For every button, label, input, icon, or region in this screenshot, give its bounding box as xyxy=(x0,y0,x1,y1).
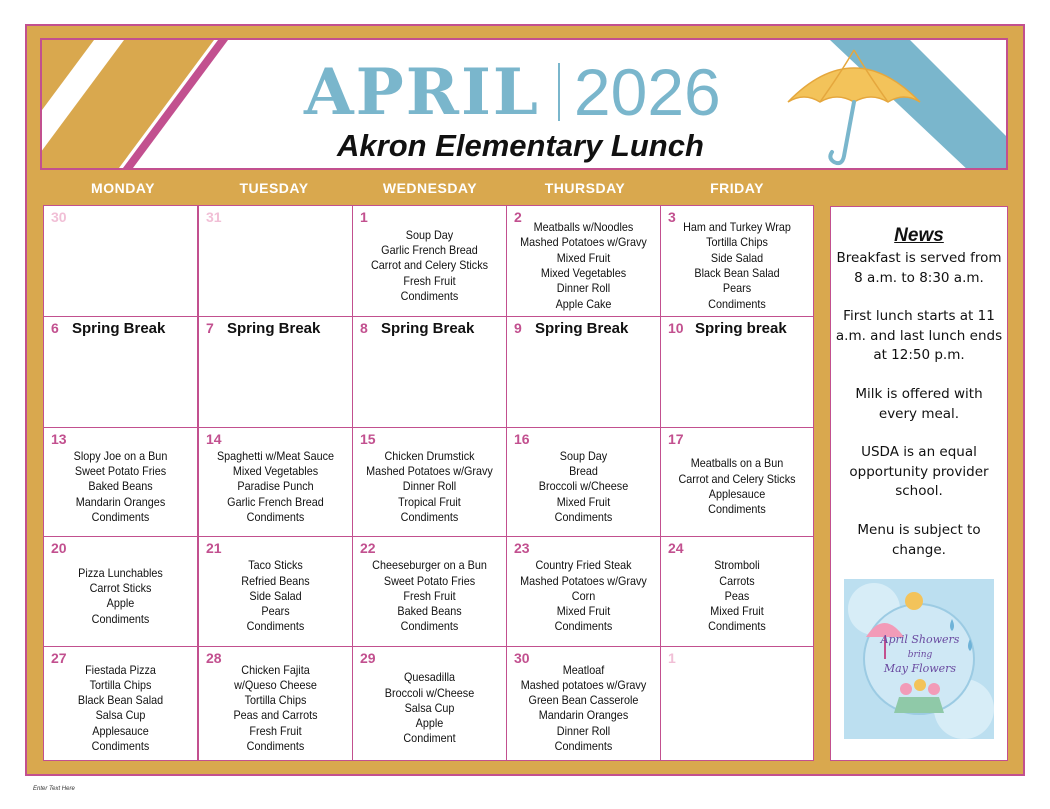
menu-list xyxy=(207,449,345,525)
day-number: 1 xyxy=(668,650,676,666)
calendar-day-cell xyxy=(43,646,198,761)
weekday-friday: FRIDAY xyxy=(710,180,764,196)
menu-item: Garlic French Bread xyxy=(381,243,478,258)
menu-item: Black Bean Salad xyxy=(77,693,164,708)
menu-item: Country Fried Steak xyxy=(535,558,632,573)
menu-item: Spaghetti w/Meat Sauce xyxy=(216,448,335,463)
calendar-day-cell xyxy=(198,536,353,647)
day-number: 7 xyxy=(206,320,214,336)
menu-item: Applesauce xyxy=(708,486,766,501)
menu-item: Green Bean Casserole xyxy=(528,693,639,708)
calendar-day-cell xyxy=(352,316,507,428)
menu-item: Pears xyxy=(261,604,290,619)
news-item: Milk is offered with every meal. xyxy=(855,386,983,422)
menu-list xyxy=(515,220,653,312)
menu-item: Mixed Fruit xyxy=(556,250,611,265)
umbrella-icon xyxy=(784,44,924,170)
menu-item: Fresh Fruit xyxy=(249,723,302,738)
day-note: Spring break xyxy=(695,320,787,337)
menu-list xyxy=(361,670,499,746)
day-number: 2 xyxy=(514,209,522,225)
menu-item: Cheeseburger on a Bun xyxy=(372,558,487,573)
menu-item: Tortilla Chips xyxy=(89,677,152,692)
day-number: 20 xyxy=(51,540,67,556)
calendar-day-cell xyxy=(660,646,814,761)
menu-item: Tortilla Chips xyxy=(244,693,307,708)
menu-item: Applesauce xyxy=(92,723,149,738)
calendar-day-cell xyxy=(198,205,353,317)
menu-list xyxy=(361,449,499,525)
menu-item: Apple Cake xyxy=(555,296,612,311)
day-note: Spring Break xyxy=(227,320,321,337)
menu-item: Mixed Fruit xyxy=(556,604,611,619)
menu-list xyxy=(207,663,345,755)
menu-list xyxy=(52,566,190,627)
menu-item: Salsa Cup xyxy=(95,708,146,723)
image-line: May Flowers xyxy=(883,662,957,675)
menu-item: Taco Sticks xyxy=(248,558,303,573)
menu-item: Condiments xyxy=(554,739,613,754)
day-number: 8 xyxy=(360,320,368,336)
menu-item: Mixed Vegetables xyxy=(540,265,627,280)
day-number: 29 xyxy=(360,650,376,666)
weekday-thursday: THURSDAY xyxy=(544,180,626,196)
menu-item: Tortilla Chips xyxy=(706,235,768,250)
menu-item: Meatloaf xyxy=(562,662,605,677)
menu-item: Peas and Carrots xyxy=(233,708,318,723)
menu-item: Condiments xyxy=(246,509,305,524)
calendar-day-cell xyxy=(352,205,507,317)
menu-item: Chicken Drumstick xyxy=(384,448,475,463)
menu-item: Condiments xyxy=(400,619,459,634)
day-number: 30 xyxy=(51,209,67,225)
menu-list xyxy=(207,558,345,634)
menu-item: Carrots xyxy=(719,573,755,588)
april-showers-image xyxy=(844,579,994,739)
menu-item: Condiments xyxy=(246,619,305,634)
news-title: News xyxy=(894,225,944,246)
page-subtitle: Akron Elementary Lunch xyxy=(337,128,704,163)
menu-item: Peas xyxy=(724,588,750,603)
day-number: 15 xyxy=(360,431,376,447)
menu-item: Mandarin Oranges xyxy=(538,708,629,723)
title-divider xyxy=(558,63,560,121)
day-number: 9 xyxy=(514,320,522,336)
menu-item: Condiments xyxy=(708,619,766,634)
calendar-day-cell xyxy=(198,427,353,537)
calendar-day-cell xyxy=(43,316,198,428)
menu-list xyxy=(669,456,806,517)
menu-item: Mashed Potatoes w/Gravy xyxy=(366,464,493,479)
footer-text: Enter Text Here xyxy=(33,786,75,792)
menu-item: Ham and Turkey Wrap xyxy=(683,220,791,235)
calendar-day-cell xyxy=(352,646,507,761)
menu-item: Apple xyxy=(106,596,135,611)
menu-item: Baked Beans xyxy=(397,604,462,619)
menu-item: Condiments xyxy=(554,509,613,524)
menu-item: Side Salad xyxy=(249,588,302,603)
day-number: 24 xyxy=(668,540,684,556)
menu-item: Sweet Potato Fries xyxy=(383,573,476,588)
menu-item: Pears xyxy=(722,281,752,296)
day-number: 17 xyxy=(668,431,684,447)
calendar-day-cell xyxy=(43,536,198,647)
menu-item: Pizza Lunchables xyxy=(78,565,163,580)
calendar-day-cell xyxy=(352,427,507,537)
menu-item: Slopy Joe on a Bun xyxy=(73,448,168,463)
menu-item: Mashed Potatoes w/Gravy xyxy=(520,235,647,250)
calendar-day-cell xyxy=(660,205,814,317)
menu-item: Side Salad xyxy=(710,250,764,265)
menu-item: Dinner Roll xyxy=(556,281,611,296)
day-number: 10 xyxy=(668,320,684,336)
day-number: 27 xyxy=(51,650,67,666)
day-number: 31 xyxy=(206,209,222,225)
day-number: 13 xyxy=(51,431,67,447)
menu-item: Soup Day xyxy=(559,448,608,463)
menu-item: Corn xyxy=(571,588,596,603)
menu-item: Condiments xyxy=(400,288,459,303)
menu-item: Garlic French Bread xyxy=(227,494,324,509)
menu-item: Condiments xyxy=(246,739,305,754)
day-number: 16 xyxy=(514,431,530,447)
calendar-day-cell xyxy=(506,646,661,761)
news-item: USDA is an equal opportunity provider school. xyxy=(849,444,989,499)
calendar-day-cell xyxy=(660,316,814,428)
menu-item: Carrot and Celery Sticks xyxy=(678,471,796,486)
calendar-day-cell xyxy=(660,427,814,537)
title-year: 2026 xyxy=(573,55,721,129)
menu-list xyxy=(52,449,190,525)
menu-item: Meatballs w/Noodles xyxy=(533,220,634,235)
menu-item: Salsa Cup xyxy=(404,700,455,715)
menu-item: Stromboli xyxy=(714,558,760,573)
day-number: 3 xyxy=(668,209,676,225)
menu-item: Chicken Fajita xyxy=(241,662,310,677)
menu-item: Refried Beans xyxy=(241,573,310,588)
calendar-day-cell xyxy=(198,316,353,428)
menu-item: Soup Day xyxy=(405,227,454,242)
menu-item: Tropical Fruit xyxy=(398,494,461,509)
calendar-grid xyxy=(43,205,814,761)
menu-item: Mashed potatoes w/Gravy xyxy=(520,677,647,692)
menu-item: Bread xyxy=(569,464,598,479)
menu-list xyxy=(52,663,190,755)
menu-item: Carrot and Celery Sticks xyxy=(370,258,489,273)
menu-list xyxy=(515,449,653,525)
news-item: Breakfast is served from 8 a.m. to 8:30 a.m. xyxy=(836,250,1002,286)
menu-item: Mixed Fruit xyxy=(556,494,611,509)
menu-list xyxy=(361,228,499,304)
menu-item: Condiments xyxy=(400,509,459,524)
menu-item: Dinner Roll xyxy=(402,479,457,494)
calendar-day-cell xyxy=(43,427,198,537)
weekday-monday: MONDAY xyxy=(91,180,155,196)
menu-item: Mixed Fruit xyxy=(710,604,764,619)
day-number: 28 xyxy=(206,650,222,666)
menu-item: Condiments xyxy=(91,509,150,524)
menu-item: Condiments xyxy=(708,296,766,311)
day-number: 6 xyxy=(51,320,59,336)
menu-item: Paradise Punch xyxy=(237,479,314,494)
image-line: April Showers xyxy=(880,633,960,646)
day-number: 14 xyxy=(206,431,222,447)
day-note: Spring Break xyxy=(381,320,475,337)
menu-list xyxy=(669,558,806,634)
calendar-day-cell xyxy=(660,536,814,647)
day-number: 30 xyxy=(514,650,530,666)
menu-item: Fresh Fruit xyxy=(403,273,456,288)
menu-item: Sweet Potato Fries xyxy=(74,464,167,479)
menu-item: Fresh Fruit xyxy=(403,588,456,603)
title-row xyxy=(304,52,721,132)
news-panel xyxy=(830,206,1008,761)
calendar-day-cell xyxy=(506,205,661,317)
menu-item: Mandarin Oranges xyxy=(75,494,166,509)
menu-list xyxy=(361,558,499,634)
menu-list xyxy=(669,220,806,312)
header-banner xyxy=(40,38,1008,170)
menu-item: Apple xyxy=(415,716,444,731)
menu-item: Mixed Vegetables xyxy=(232,464,319,479)
menu-item: Broccoli w/Cheese xyxy=(384,685,475,700)
menu-item: Fiestada Pizza xyxy=(85,662,156,677)
menu-item: Quesadilla xyxy=(403,670,456,685)
calendar-day-cell xyxy=(506,316,661,428)
menu-item: w/Queso Cheese xyxy=(234,677,317,692)
menu-item: Black Bean Salad xyxy=(694,265,780,280)
menu-item: Condiment xyxy=(403,731,456,746)
calendar-day-cell xyxy=(198,646,353,761)
menu-item: Broccoli w/Cheese xyxy=(538,479,629,494)
day-number: 21 xyxy=(206,540,222,556)
menu-item: Condiments xyxy=(554,619,613,634)
news-item: First lunch starts at 11 a.m. and last lunch ends at 12:50 p.m. xyxy=(835,308,1003,363)
day-note: Spring Break xyxy=(72,320,166,337)
menu-list xyxy=(515,558,653,634)
calendar-day-cell xyxy=(43,205,198,317)
day-number: 23 xyxy=(514,540,530,556)
weekday-wednesday: WEDNESDAY xyxy=(382,180,478,196)
menu-item: Mashed Potatoes w/Gravy xyxy=(520,573,647,588)
menu-item: Condiments xyxy=(91,739,150,754)
news-item: Menu is subject to change. xyxy=(857,522,981,558)
menu-item: Meatballs on a Bun xyxy=(690,456,784,471)
weekday-headers xyxy=(40,176,813,202)
calendar-day-cell xyxy=(506,536,661,647)
menu-item: Condiments xyxy=(708,502,766,517)
weekday-tuesday: TUESDAY xyxy=(239,180,309,196)
calendar-day-cell xyxy=(506,427,661,537)
day-note: Spring Break xyxy=(535,320,629,337)
menu-item: Dinner Roll xyxy=(556,723,611,738)
menu-item: Baked Beans xyxy=(88,479,153,494)
day-number: 1 xyxy=(360,209,368,225)
title-month: APRIL xyxy=(304,54,540,130)
menu-list xyxy=(515,663,653,755)
calendar-day-cell xyxy=(352,536,507,647)
day-number: 22 xyxy=(360,540,376,556)
menu-item: Condiments xyxy=(91,611,150,626)
menu-item: Carrot Sticks xyxy=(89,581,152,596)
image-line: bring xyxy=(907,650,933,660)
left-stripes xyxy=(42,40,302,170)
